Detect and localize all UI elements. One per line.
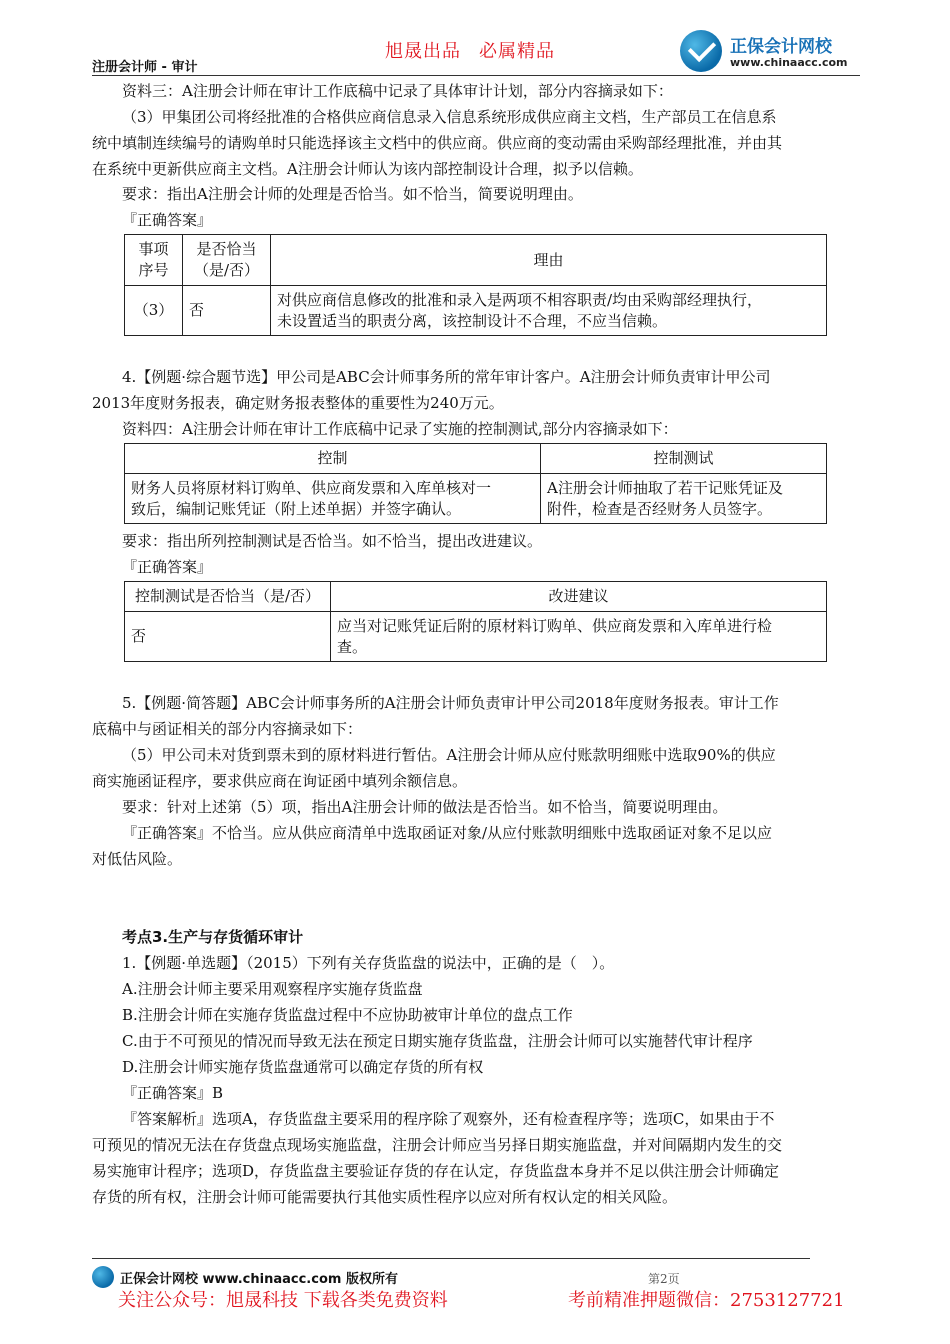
table-header-cell: 控制测试 (541, 444, 827, 474)
control-table (124, 443, 827, 524)
paragraph-line: （3）甲集团公司将经批准的合格供应商信息录入信息系统形成供应商主文档，生产部员工在信息系 (122, 108, 777, 126)
paragraph-line: 易实施审计程序；选项D，存货监盘主要验证存货的存在认定，存货监盘本身并不足以供注册会计师确定 (92, 1162, 780, 1180)
table-header-cell: 改进建议 (331, 582, 827, 612)
paragraph-line: 资料四：A注册会计师在审计工作底稿中记录了实施的控制测试,部分内容摘录如下： (122, 420, 678, 438)
option-a: A.注册会计师主要采用观察程序实施存货监盘 (122, 980, 423, 998)
table-cell: 应当对记账凭证后附的原材料订购单、供应商发票和入库单进行检 查。 (331, 612, 827, 662)
paragraph-line: 要求：针对上述第（5）项，指出A注册会计师的做法是否恰当。如不恰当，简要说明理由。 (122, 798, 728, 816)
answer-table-2 (124, 581, 827, 662)
option-c: C.由于不可预见的情况而导致无法在预定日期实施存货监盘，注册会计师可以实施替代审计程序 (122, 1032, 753, 1050)
answer-heading: 『正确答案』 (122, 211, 213, 229)
table-cell: 否 (125, 612, 331, 662)
header-title: 注册会计师 - 审计 (92, 60, 198, 75)
table-cell: A注册会计师抽取了若干记账凭证及 附件，检查是否经财务人员签字。 (541, 474, 827, 524)
footer-copyright: 正保会计网校 www.chinaacc.com 版权所有 (120, 1272, 398, 1287)
paragraph-line: 对低估风险。 (92, 850, 183, 868)
footer-logo-icon (92, 1266, 114, 1288)
paragraph-line: 要求：指出所列控制测试是否恰当。如不恰当，提出改进建议。 (122, 532, 543, 550)
answer-heading: 『正确答案』B (122, 1084, 224, 1102)
slogan-part-b: 必属精品 (479, 41, 555, 62)
brand-logo (680, 28, 870, 76)
table-header-cell: 理由 (271, 235, 827, 286)
footer-divider (92, 1258, 810, 1259)
paragraph-line: 底稿中与函证相关的部分内容摘录如下： (92, 720, 363, 738)
promo-right: 考前精准押题微信：2753127721 (568, 1290, 845, 1311)
question-stem: 1.【例题·单选题】（2015）下列有关存货监盘的说法中，正确的是（ ）。 (122, 954, 615, 972)
paragraph-line: 要求：指出A注册会计师的处理是否恰当。如不恰当，简要说明理由。 (122, 185, 583, 203)
promo-left: 关注公众号：旭晟科技 下载各类免费资料 (118, 1290, 448, 1311)
paragraph-line: 4.【例题·综合题节选】甲公司是ABC会计师事务所的常年审计客户。A注册会计师负责审计甲公司 (122, 368, 771, 386)
paragraph-line: 5.【例题·简答题】ABC会计师事务所的A注册会计师负责审计甲公司2018年度财务报表。审计工作 (122, 694, 779, 712)
paragraph-line: 资料三：A注册会计师在审计工作底稿中记录了具体审计计划，部分内容摘录如下： (122, 82, 673, 100)
table-cell: 否 (183, 286, 271, 336)
header-divider (92, 75, 860, 76)
paragraph-line: 『正确答案』不恰当。应从供应商清单中选取函证对象/从应付账款明细账中选取函证对象不足以应 (122, 824, 773, 842)
table-header-cell: 控制 (125, 444, 541, 474)
option-d: D.注册会计师实施存货监盘通常可以确定存货的所有权 (122, 1058, 484, 1076)
paragraph-line: 统中填制连续编号的请购单时只能选择该主文档中的供应商。供应商的变动需由采购部经理批准，并由其 (92, 134, 783, 152)
paragraph-line: 『答案解析』选项A，存货监盘主要采用的程序除了观察外，还有检查程序等；选项C，如果由于不 (122, 1110, 775, 1128)
answer-heading: 『正确答案』 (122, 558, 213, 576)
brand-logo-name: 正保会计网校 (730, 37, 832, 57)
answer-table-1 (124, 234, 827, 336)
table-cell: 对供应商信息修改的批准和录入是两项不相容职责/均由采购部经理执行， 未设置适当的职责分离，该控制设计不合理，不应当信赖。 (271, 286, 827, 336)
table-cell: （3） (125, 286, 183, 336)
slogan-part-a: 旭晟出品 (385, 41, 461, 62)
page-number: 第2页 (648, 1272, 680, 1286)
paragraph-line: 商实施函证程序，要求供应商在询证函中填列余额信息。 (92, 772, 468, 790)
paragraph-line: 在系统中更新供应商主文档。A注册会计师认为该内部控制设计合理，拟予以信赖。 (92, 160, 643, 178)
brand-logo-icon (680, 30, 722, 72)
brand-logo-url: www.chinaacc.com (730, 56, 848, 69)
section-heading: 考点3.生产与存货循环审计 (122, 928, 304, 946)
paragraph-line: 存货的所有权，注册会计师可能需要执行其他实质性程序以应对所有权认定的相关风险。 (92, 1188, 678, 1206)
paragraph-line: （5）甲公司未对货到票未到的原材料进行暂估。A注册会计师从应付账款明细账中选取90%的供应 (122, 746, 776, 764)
option-b: B.注册会计师在实施存货监盘过程中不应协助被审计单位的盘点工作 (122, 1006, 573, 1024)
table-cell: 财务人员将原材料订购单、供应商发票和入库单核对一 致后，编制记账凭证（附上述单据）并签字确认。 (125, 474, 541, 524)
header-slogan (385, 37, 555, 63)
paragraph-line: 可预见的情况无法在存货盘点现场实施监盘，注册会计师应当另择日期实施监盘，并对间隔期内发生的交 (92, 1136, 783, 1154)
paragraph-line: 2013年度财务报表，确定财务报表整体的重要性为240万元。 (92, 394, 504, 412)
table-header-cell: 是否恰当 （是/否） (183, 235, 271, 286)
table-header-cell: 事项 序号 (125, 235, 183, 286)
table-header-cell: 控制测试是否恰当（是/否） (125, 582, 331, 612)
